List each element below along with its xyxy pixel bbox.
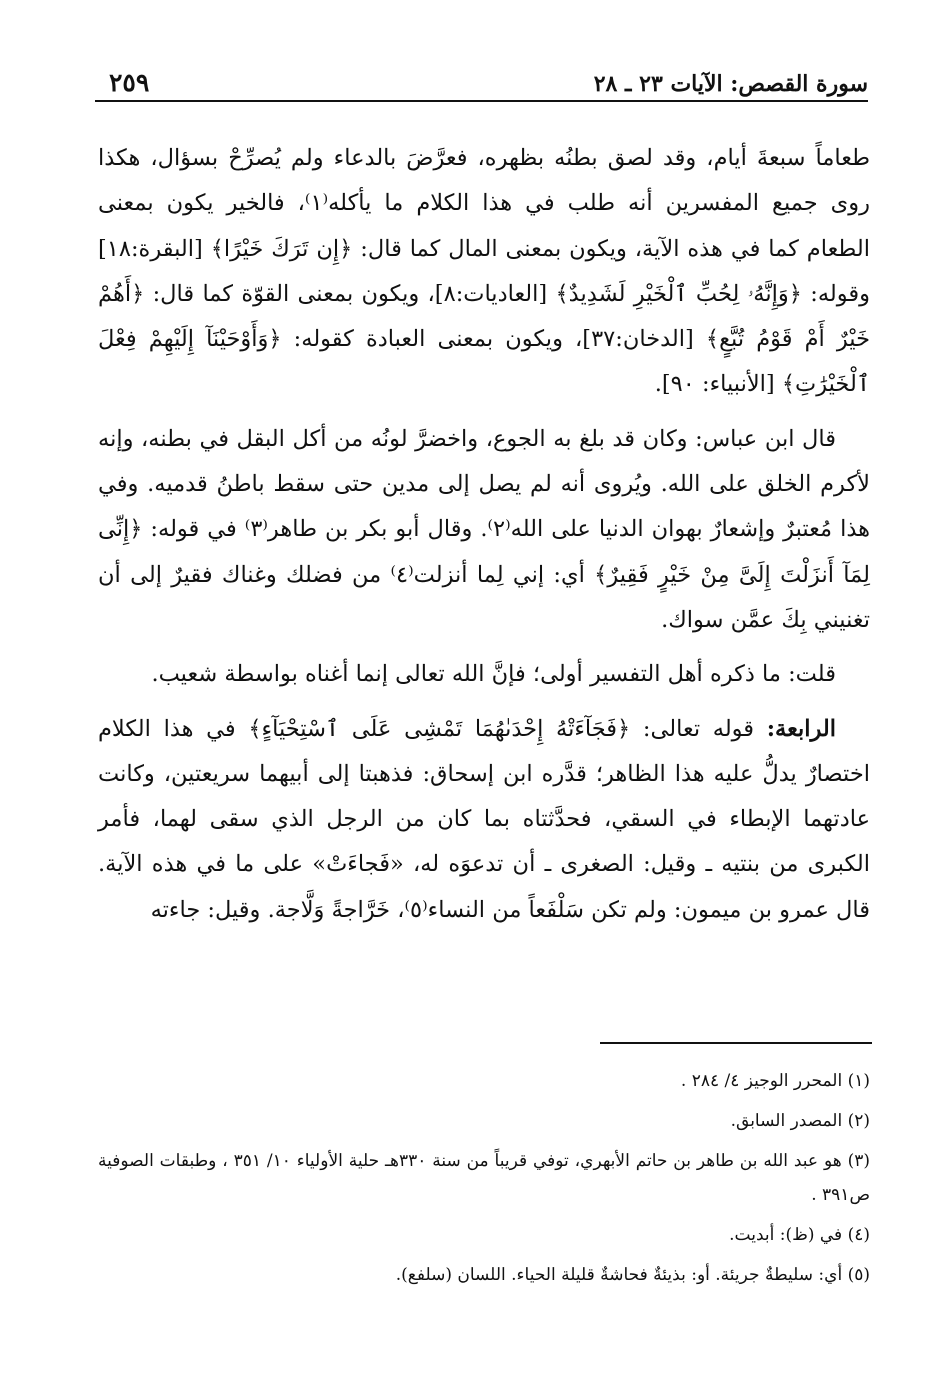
footnote-4: (٤) في (ظ): أبديت. — [729, 1225, 870, 1245]
footnote-1: (١) المحرر الوجيز ٤/ ٢٨٤ . — [680, 1071, 870, 1091]
footnote-3: (٣) هو عبد الله بن طاهر بن حاتم الأبهري، توفي قريباً من سنة ٣٣٠هـ حلية الأولياء ١٠/ ٣٥١ ، وطبقات الصوفية ص٣٩١ . — [98, 1151, 870, 1205]
paragraph-3: قلت: ما ذكره أهل التفسير أولى؛ فإنَّ الله تعالى إنما أغناه بواسطة شعيب. — [151, 661, 836, 688]
footnotes — [98, 1064, 870, 1292]
running-title: سورة القصص: الآيات ٢٣ ـ ٢٨ — [593, 71, 868, 97]
footnote-separator — [600, 1042, 872, 1044]
footnote-5: (٥) أي: سليطةٌ جريئة. أو: بذيئةٌ فحاشةٌ قليلة الحياء. اللسان (سلفع). — [395, 1265, 870, 1285]
footnote-2: (٢) المصدر السابق. — [730, 1111, 870, 1131]
page-header — [95, 62, 868, 102]
paragraph-2: قال ابن عباس: وكان قد بلغ به الجوع، واخضرَّ لونُه من أكل البقل في بطنه، وإنه لأكرم الخلق على الله. ويُروى أنه لم يصل إلى مدين حتى سقط باطنُ قدميه. وفي هذا مُعتبرٌ وإشعارٌ بهوان الدنيا على الله⁽٢⁾. وقال أبو بكر بن طاهر⁽٣⁾ في قوله: ﴿إِنِّى لِمَآ أَنزَلْتَ إِلَىَّ مِنْ خَيْرٍ فَقِيرٌ﴾ أي: إني لِما أنزلت⁽٤⁾ من فضلك وغناك فقيرٌ إلى أن تغنيني بِكَ عمَّن سواك. — [98, 425, 870, 633]
section-lead-label: الرابعة: — [766, 715, 836, 742]
paragraph-1: طعاماً سبعةَ أيام، وقد لصق بطنُه بظهره، فعرَّضَ بالدعاء ولم يُصرِّحْ بسؤال، هكذا روى جميع المفسرين أنه طلب في هذا الكلام ما يأكله⁽١⁾، فالخير يكون بمعنى الطعام كما في هذه الآية، ويكون بمعنى المال كما قال: ﴿إِن تَرَكَ خَيْرًا﴾ [البقرة:١٨] وقوله: ﴿وَإِنَّهُۥ لِحُبِّ ٱلْخَيْرِ لَشَدِيدٌ﴾ [العاديات:٨]، ويكون بمعنى القوّة كما قال: ﴿أَهُمْ خَيْرٌ أَمْ قَوْمُ تُبَّعٍ﴾ [الدخان:٣٧]، ويكون بمعنى العبادة كقوله: ﴿وَأَوْحَيْنَآ إِلَيْهِمْ فِعْلَ ٱلْخَيْرَٰتِ﴾ [الأنبياء: ٩٠]. — [98, 145, 870, 398]
paragraph-4 — [98, 707, 870, 933]
paragraph-4-text: قوله تعالى: ﴿فَجَآءَتْهُ إِحْدَىٰهُمَا تَمْشِى عَلَى ٱسْتِحْيَآءٍ﴾ في هذا الكلام اختصارٌ يدلُّ عليه هذا الظاهر؛ قدَّره ابن إسحاق: فذهبتا إلى أبيهما سريعتين، وكانت عادتهما الإبطاء في السقي، فحدَّثتاه بما كان من الرجل الذي سقى لهما، فأمر الكبرى من بنتيه ـ وقيل: الصغرى ـ أن تدعوَه له، «فَجاءَتْ» على ما في هذه الآية. قال عمرو بن ميمون: ولم تكن سَلْفَعاً من النساء⁽٥⁾، خَرَّاجةً وَلَّاجة. وقيل: جاءته — [98, 715, 870, 923]
page-number: ٢٥٩ — [109, 68, 150, 97]
main-text — [98, 136, 870, 933]
